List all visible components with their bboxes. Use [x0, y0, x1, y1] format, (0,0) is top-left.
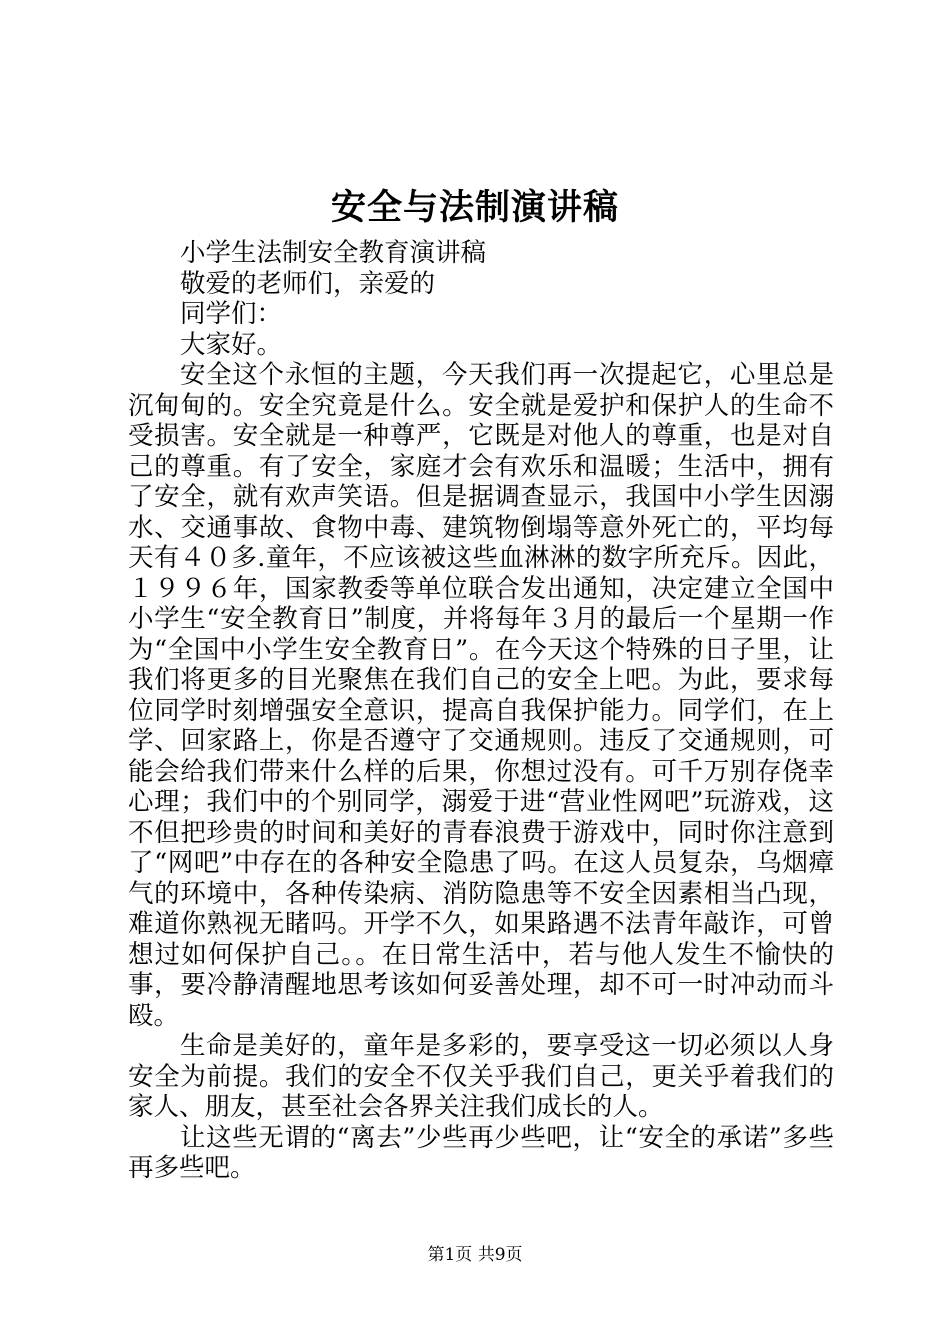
body-paragraph: 安全这个永恒的主题，今天我们再一次提起它，心里总是沉甸甸的。安全究竟是什么。安全就是爱护和保护人的生命不受损害。安全就是一种尊严，它既是对他人的尊重，也是对自己的尊重。有了安全，家庭才会有欢乐和温暖；生活中，拥有了安全，就有欢声笑语。但是据调查显示，我国中小学生因溺水、交通事故、食物中毒、建筑物倒塌等意外死亡的，平均每天有４０多.童年，不应该被这些血淋淋的数字所充斥。因此，１９９６年，国家教委等单位联合发出通知，决定建立全国中小学生“安全教育日”制度，并将每年３月的最后一个星期一作为“全国中小学生安全教育日”。在今天这个特殊的日子里，让我们将更多的目光聚焦在我们自己的安全上吧。为此，要求每位同学时刻增强安全意识，提高自我保护能力。同学们，在上学、回家路上，你是否遵守了交通规则。违反了交通规则，可能会给我们带来什么样的后果，你想过没有。可千万别存侥幸心理；我们中的个别同学，溺爱于进“营业性网吧”玩游戏，这不但把珍贵的时间和美好的青春浪费于游戏中，同时你注意到了“网吧”中存在的各种安全隐患了吗。在这人员复杂，乌烟瘴气的环境中，各种传染病、消防隐患等不安全因素相当凸现，难道你熟视无睹吗。开学不久，如果路遇不法青年敲诈，可曾想过如何保护自己。。在日常生活中，若与他人发生不愉快的事，要冷静清醒地思考该如何妥善处理，却不可一时冲动而斗殴。	[128, 360, 834, 1031]
document-body	[128, 238, 834, 1184]
page-number-footer: 第1页 共9页	[427, 1245, 523, 1265]
subtitle-paragraph: 小学生法制安全教育演讲稿	[180, 238, 487, 268]
greeting-paragraph: 大家好。	[180, 329, 283, 360]
salutation-paragraph: 同学们：	[180, 299, 283, 329]
body-paragraph: 生命是美好的，童年是多彩的，要享受这一切必须以人身安全为前提。我们的安全不仅关乎我们自己，更关乎着我们的家人、朋友，甚至社会各界关注我们成长的人。	[128, 1031, 834, 1122]
closing-paragraph: 让这些无谓的“离去”少些再少些吧，让“安全的承诺”多些再多些吧。	[128, 1122, 834, 1183]
document-title: 安全与法制演讲稿	[330, 187, 619, 228]
salutation-paragraph: 敬爱的老师们，亲爱的	[180, 268, 436, 299]
